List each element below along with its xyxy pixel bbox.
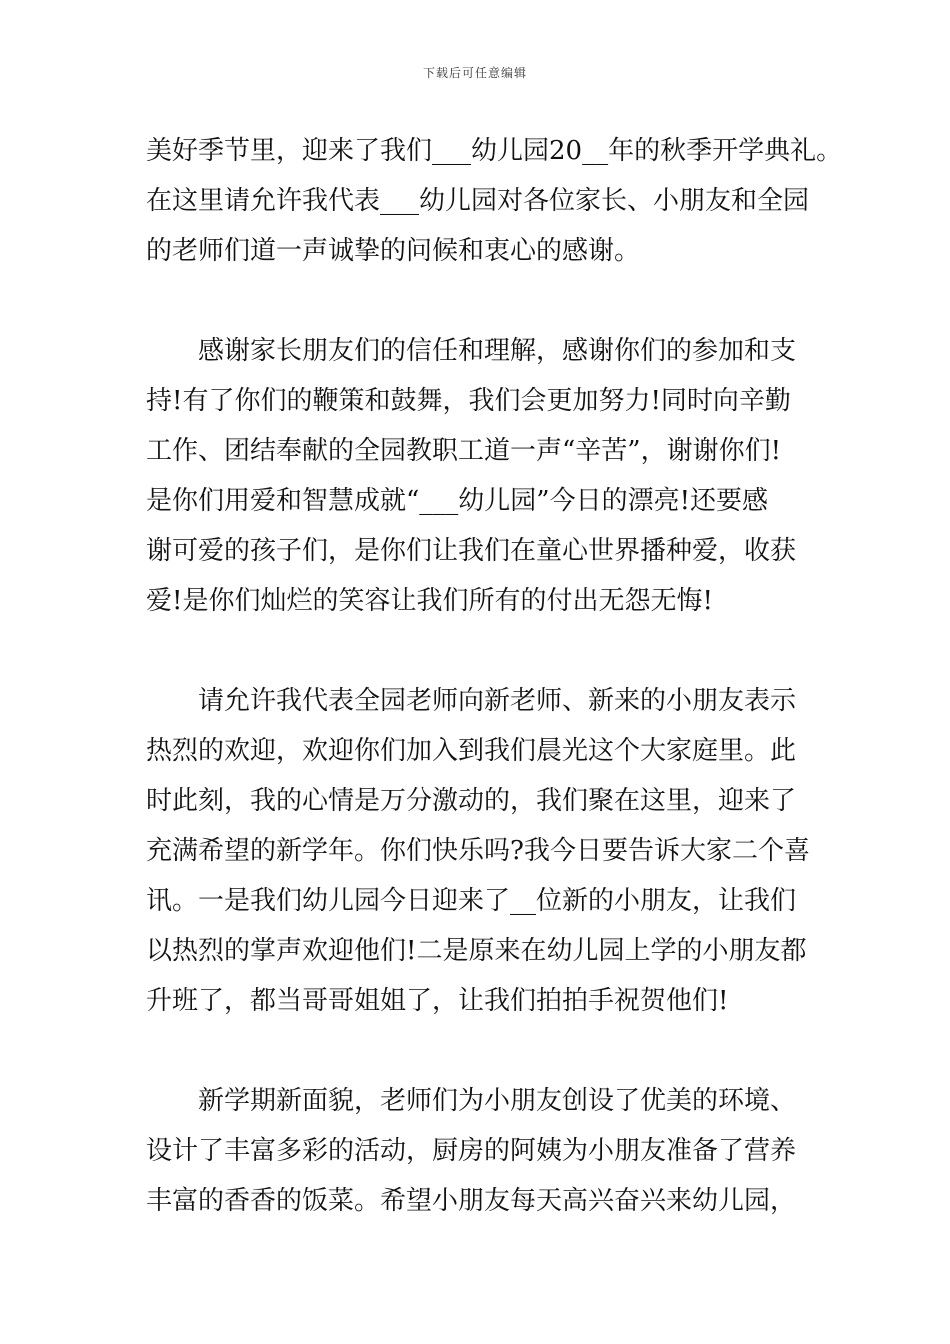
paragraph-gap — [146, 1026, 836, 1076]
text-line: 以热烈的掌声欢迎他们!二是原来在幼儿园上学的小朋友都 — [146, 936, 807, 966]
text-line: 在这里请允许我代表___幼儿园对各位家长、小朋友和全园 — [146, 186, 810, 216]
paragraph-3 — [146, 676, 836, 1026]
text-line: 讯。一是我们幼儿园今日迎来了__位新的小朋友，让我们 — [146, 886, 797, 916]
text-line: 爱!是你们灿烂的笑容让我们所有的付出无怨无悔! — [146, 586, 713, 616]
paragraph-gap — [146, 626, 836, 676]
text-line: 热烈的欢迎，欢迎你们加入到我们晨光这个大家庭里。此 — [146, 736, 797, 766]
text-line: 时此刻，我的心情是万分激动的，我们聚在这里，迎来了 — [146, 786, 797, 816]
text-line: 的老师们道一声诚挚的问候和衷心的感谢。 — [146, 236, 641, 266]
paragraph-2 — [146, 326, 836, 626]
text-line: 工作、团结奉献的全园教职工道一声“辛苦”，谢谢你们! — [146, 436, 782, 466]
document-body — [146, 126, 843, 1226]
text-line: 感谢家长朋友们的信任和理解，感谢你们的参加和支 — [198, 336, 797, 366]
page-header: 下载后可任意编辑 — [422, 66, 527, 80]
text-line: 美好季节里，迎来了我们___幼儿园20__年的秋季开学典礼。 — [146, 136, 843, 166]
text-line: 充满希望的新学年。你们快乐吗?我今日要告诉大家二个喜 — [146, 836, 810, 866]
paragraph-gap — [146, 276, 836, 326]
text-line: 谢可爱的孩子们，是你们让我们在童心世界播种爱，收获 — [146, 536, 797, 566]
text-line: 丰富的香香的饭菜。希望小朋友每天高兴奋兴来幼儿园， — [146, 1186, 797, 1216]
text-line: 持!有了你们的鞭策和鼓舞，我们会更加努力!同时向辛勤 — [146, 386, 791, 416]
text-line: 是你们用爱和智慧成就“___幼儿园”今日的漂亮!还要感 — [146, 486, 769, 516]
paragraph-4 — [146, 1076, 836, 1226]
text-line: 请允许我代表全园老师向新老师、新来的小朋友表示 — [198, 686, 797, 716]
text-line: 设计了丰富多彩的活动，厨房的阿姨为小朋友准备了营养 — [146, 1136, 797, 1166]
paragraph-1 — [146, 126, 843, 276]
text-line: 新学期新面貌，老师们为小朋友创设了优美的环境、 — [198, 1086, 797, 1116]
text-line: 升班了，都当哥哥姐姐了，让我们拍拍手祝贺他们! — [146, 986, 729, 1016]
